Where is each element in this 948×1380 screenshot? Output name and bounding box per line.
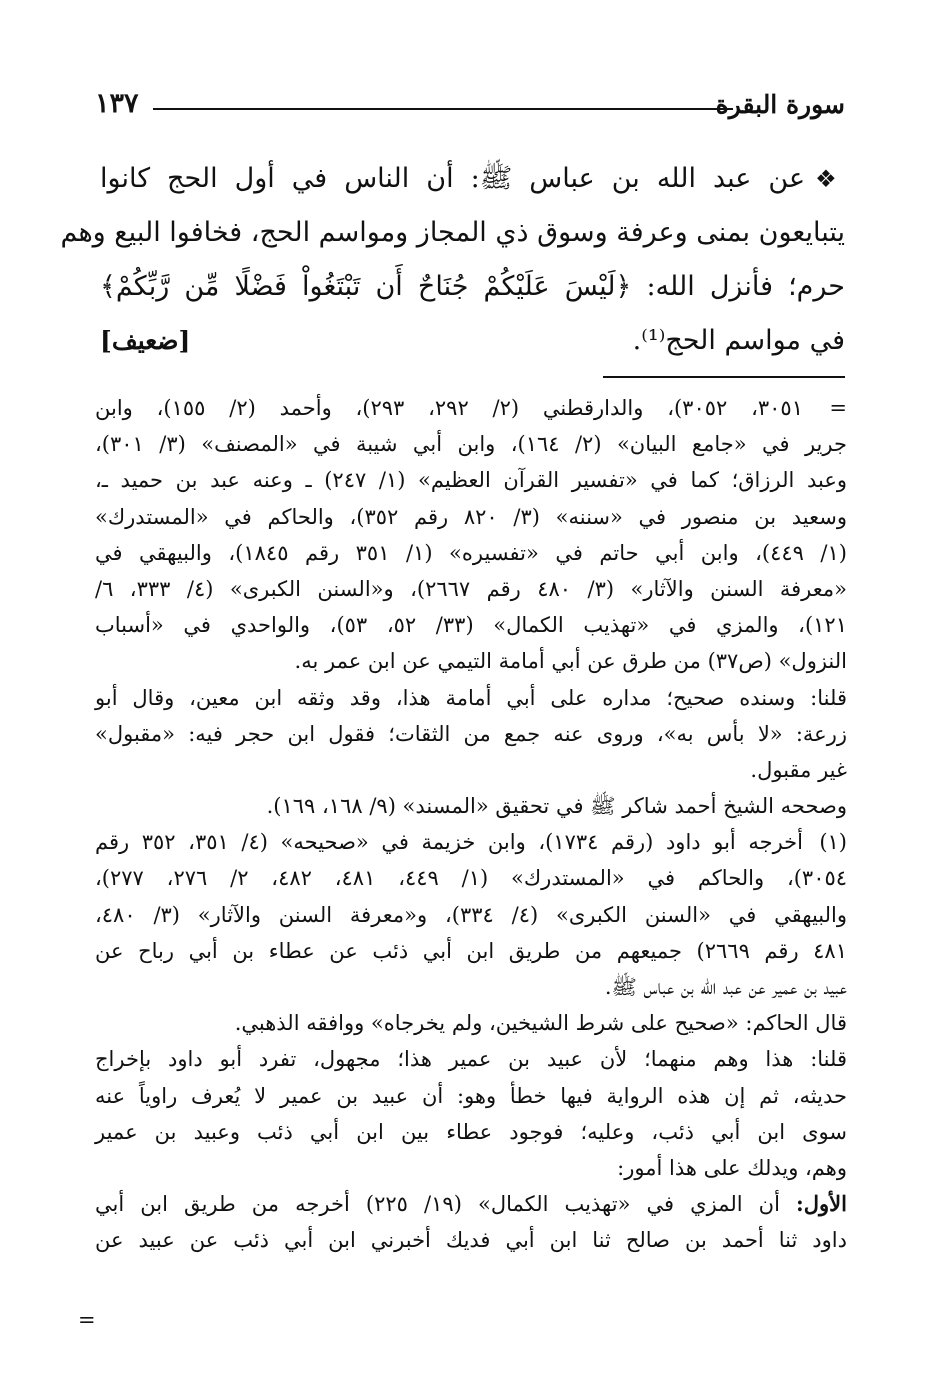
hadith-line: يتبايعون بمنى وعرفة وسوق ذي المجاز ومواسم الحج، فخافوا البيع وهم [60,217,845,248]
footnote-line: والبيهقي في «السنن الكبرى» (٤/ ٣٣٤)، و«معرفة السنن والآثار» (٣/ ٤٨٠، [95,902,847,927]
footnote-1 [95,824,847,860]
hadith-line [100,314,845,368]
footnote-line: سوى ابن أبي ذئب، وعليه؛ فوجود عطاء بين ابن أبي ذئب وعبيد بن عمير [95,1119,847,1144]
footnote-line: قلنا: هذا وهم منهما؛ لأن عبيد بن عمير هذا؛ مجهول، تفرد أبو داود بإخراج [95,1047,847,1072]
footnote-line: حديثه، ثم إن هذه الرواية فيها خطأ وهو: أن عبيد بن عمير لا يُعرف راوياً عنه [95,1083,847,1108]
first-point-text: أن المزي في «تهذيب الكمال» (١٩/ ٢٢٥) أخرجه من طريق ابن أبي [95,1192,797,1217]
footnotes [95,390,847,1259]
grade-label: [ضعيف] [100,326,191,355]
footnote-line: ٤٨١ رقم ٢٦٦٩) جميعهم من طريق ابن أبي ذئب عن عطاء بن أبي رباح عن [95,938,847,963]
footnote-line: جرير في «جامع البيان» (٢/ ١٦٤)، وابن أبي شيبة في «المصنف» (٣/ ٣٠١)، [95,432,847,457]
footnote-continuation-body [95,426,847,824]
footnote-line: قلنا: وسنده صحيح؛ مداره على أبي أمامة هذا، وقد وثقه ابن معين، وقال أبو [95,685,847,710]
hadith-line [100,152,845,206]
footnote-line: ٣٠٥٤)، والحاكم في «المستدرك» (١/ ٤٤٩، ٤٨١، ٤٨٢، ٢/ ٢٧٦، ٢٧٧)، [95,866,848,891]
continuation-marker: = [829,396,847,420]
footnote-line: زرعة: «لا بأس به»، وروى عنه جمع من الثقات؛ فقول ابن حجر فيه: «مقبول» [95,721,847,746]
hadith-text [60,152,845,368]
page-number: ١٣٧ [95,88,139,119]
footnote-line: وسعيد بن منصور في «سننه» (٣/ ٨٢٠ رقم ٣٥٢)، والحاكم في «المستدرك» [95,504,847,529]
footnote-line: داود ثنا أحمد بن صالح ثنا ابن أبي فديك أخبرني ابن أبي ذئب عن عبيد عن [95,1228,847,1253]
hadith-line: حرم؛ فأنزل الله: ﴿لَيْسَ عَلَيْكُمْ جُنَاحٌ أَن تَبْتَغُواْ فَضْلًا مِّن رَّبِّكُمْ﴾ [100,271,845,302]
footnote-1-marker: (١) [819,830,847,855]
footnote-line: ١٢١)، والمزي في «تهذيب الكمال» (٣٣/ ٥٢، ٥٣)، والواحدي في «أسباب [95,613,847,638]
hadith-line-text: عن عبد الله بن عباس ﷺ: أن الناس في أول الحج كانوا [100,163,806,194]
footnote-line: عبيد بن عمير عن عبد الله بن عباس ﷺ. [604,975,847,1000]
footnote-line: أخرجه أبو داود (رقم ١٧٣٤)، وابن خزيمة في «صحيحه» (٤/ ٣٥١، ٣٥٢ رقم [95,830,803,855]
bullet-icon: ❖ [815,165,845,193]
footnote-line: (١/ ٤٤٩)، وابن أبي حاتم في «تفسيره» (١/ ٣٥١ رقم ١٨٤٥)، والبيهقي في [95,540,847,565]
footnote-line: ٣٠٥١، ٣٠٥٢)، والدارقطني (٢/ ٢٩٢، ٢٩٣)، وأحمد (٢/ ١٥٥)، وابن [95,396,803,420]
footnote-line: غير مقبول. [750,757,847,782]
footnote-1-body [95,860,847,1258]
footnote-line: «معرفة السنن والآثار» (٣/ ٤٨٠ رقم ٢٦٦٧)، و«السنن الكبرى» (٤/ ٣٣٣، ٦/ [95,576,847,601]
footnote-continuation [95,390,847,426]
footnote-line: قال الحاكم: «صحيح على شرط الشيخين، ولم يخرجاه» ووافقه الذهبي. [234,1011,847,1036]
sura-title: سورة البقرة [715,90,845,119]
footnote-line: النزول» (ص٣٧) من طرق عن أبي أمامة التيمي عن ابن عمر به. [294,649,847,674]
footnote-line: وهم، ويدلك على هذا أمور: [617,1155,847,1180]
footnote-separator [603,376,845,378]
footnote-line: وصححه الشيخ أحمد شاكر ﷺ في تحقيق «المسند» (٩/ ١٦٨، ١٦٩). [266,794,847,819]
hadith-line-text: في مواسم الحج⁽¹⁾. [632,325,845,356]
running-header [95,86,845,130]
first-point-label: الأول: [796,1191,847,1217]
footnote-line [95,1186,847,1222]
header-rule [153,108,733,110]
continuation-end-marker: = [78,1308,96,1332]
footnote-line: وعبد الرزاق؛ كما في «تفسير القرآن العظيم» (١/ ٢٤٧) ـ وعنه عبد بن حميد ـ، [95,468,847,493]
